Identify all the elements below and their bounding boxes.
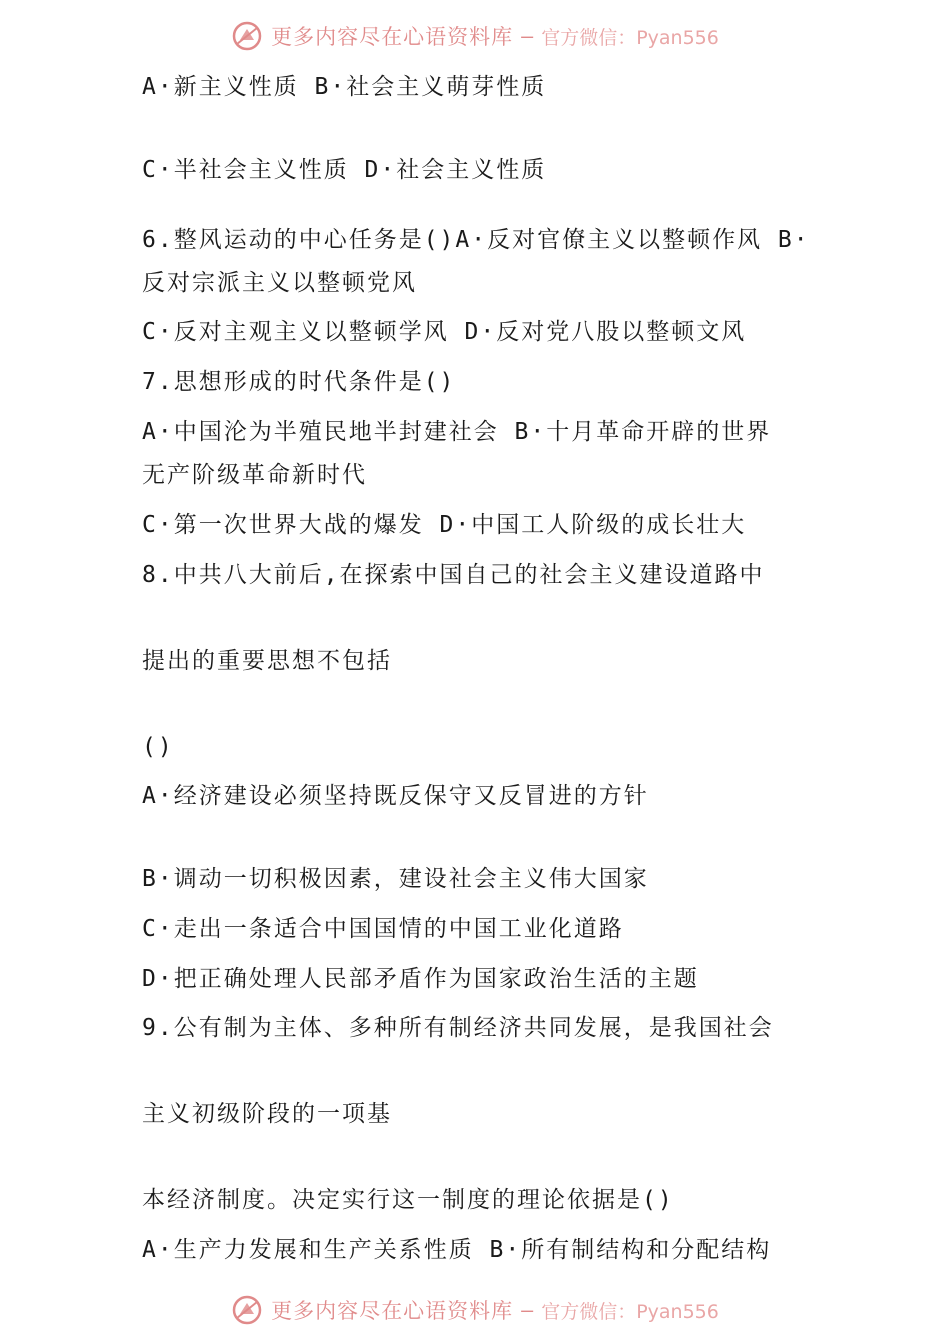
text-line: 8.中共八大前后,在探索中国自己的社会主义建设道路中 (142, 562, 765, 588)
text-line: A·经济建设必须坚持既反保守又反冒进的方针 (142, 783, 649, 809)
watermark-footer (0, 1292, 950, 1328)
text-line: 6.整风运动的中心任务是()A·反对官僚主义以整顿作风 B· (142, 227, 810, 253)
text-line: 9.公有制为主体、多种所有制经济共同发展，是我国社会 (142, 1015, 774, 1041)
text-line: 提出的重要思想不包括 (142, 648, 392, 674)
text-line: C·第一次世界大战的爆发 D·中国工人阶级的成长壮大 (142, 512, 747, 538)
text-line: C·走出一条适合中国国情的中国工业化道路 (142, 916, 624, 942)
text-line: 7.思想形成的时代条件是() (142, 369, 456, 395)
watermark-text: 更多内容尽在心语资料库 (271, 1299, 514, 1323)
watermark-header (0, 18, 950, 54)
watermark-separator: — (521, 24, 534, 48)
watermark-separator: — (521, 1298, 534, 1322)
text-line: D·把正确处理人民部矛盾作为国家政治生活的主题 (142, 966, 699, 992)
watermark-contact: 官方微信：Pyan556 (541, 26, 719, 49)
text-line: A·生产力发展和生产关系性质 B·所有制结构和分配结构 (142, 1237, 772, 1263)
watermark-text: 更多内容尽在心语资料库 (271, 25, 514, 49)
text-line: C·半社会主义性质 D·社会主义性质 (142, 157, 547, 183)
text-line: 反对宗派主义以整顿党风 (142, 270, 417, 296)
text-line: () (142, 734, 174, 760)
text-line: B·调动一切积极因素，建设社会主义伟大国家 (142, 866, 649, 892)
text-line: 无产阶级革命新时代 (142, 462, 367, 488)
watermark-contact: 官方微信：Pyan556 (541, 1300, 719, 1323)
text-line: A·中国沦为半殖民地半封建社会 B·十月革命开辟的世界 (142, 419, 772, 445)
logo-icon (231, 1294, 263, 1326)
text-line: A·新主义性质 B·社会主义萌芽性质 (142, 74, 547, 100)
text-line: 本经济制度。决定实行这一制度的理论依据是() (142, 1187, 674, 1213)
text-line: 主义初级阶段的一项基 (142, 1101, 392, 1127)
logo-icon (231, 20, 263, 52)
text-line: C·反对主观主义以整顿学风 D·反对党八股以整顿文风 (142, 319, 747, 345)
